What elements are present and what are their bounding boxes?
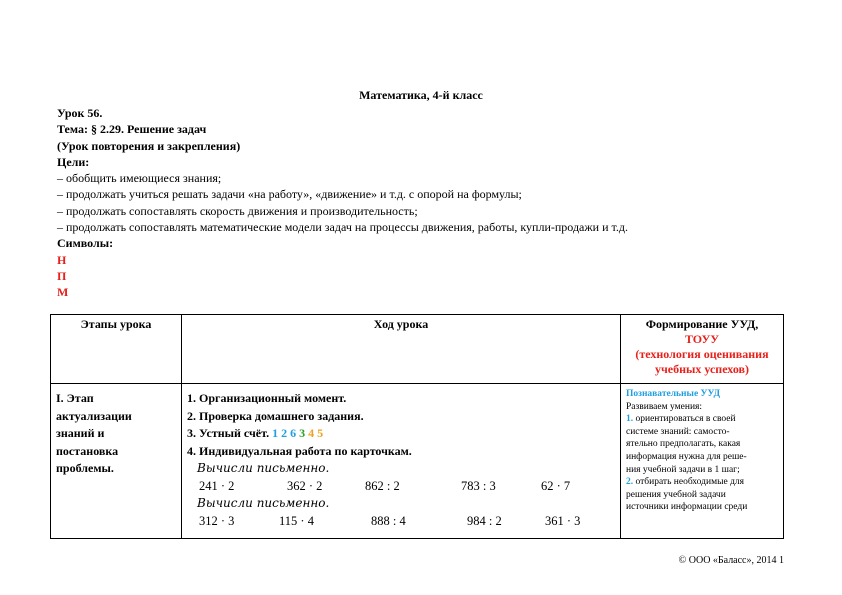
- slide-number: 3: [299, 426, 306, 440]
- expression: 115 · 4: [279, 513, 314, 528]
- course-item: 4. Индивидуальная работа по карточкам.: [187, 443, 412, 458]
- uud-text: источники информации среди: [626, 502, 748, 513]
- stage-line: постановка: [56, 443, 119, 458]
- goals-label: Цели:: [57, 154, 90, 169]
- stage-line: проблемы.: [56, 461, 114, 475]
- goal-item: – продолжать учиться решать задачи «на работу», «движение» и т.д. с опорой на формулы;: [57, 187, 522, 202]
- expression: 62 · 7: [541, 478, 571, 493]
- course-item: 2. Проверка домашнего задания.: [187, 408, 364, 423]
- expression-row: [199, 478, 615, 496]
- stage-line: знаний и: [56, 426, 105, 440]
- lesson-table: [50, 314, 784, 539]
- header-stages: Этапы урока: [51, 315, 182, 384]
- uud-point-number: 1.: [626, 414, 634, 425]
- uud-text: информация нужна для реше-: [626, 451, 747, 462]
- symbols-label: Символы:: [57, 236, 114, 251]
- uud-title: Познавательные УУД: [626, 389, 721, 399]
- page-title: Математика, 4-й класс: [359, 88, 483, 102]
- expression-row: [199, 513, 615, 531]
- slide-number: 1: [272, 426, 279, 440]
- page-footer: © ООО «Баласс», 2014 1: [678, 555, 784, 566]
- header-uud-line: ТОУУ: [684, 332, 720, 346]
- lesson-header: [57, 105, 797, 301]
- expression: 783 : 3: [461, 478, 496, 493]
- expression: 241 · 2: [199, 478, 235, 493]
- uud-text: ориентироваться в своей: [633, 414, 736, 425]
- stage-line: I. Этап: [56, 391, 94, 405]
- course-item: 1. Организационный момент.: [187, 391, 347, 405]
- uud-intro: Развиваем умения:: [626, 401, 703, 412]
- uud-text: системе знаний: самосто-: [626, 426, 730, 437]
- expression: 362 · 2: [287, 478, 323, 493]
- goal-item: – продолжать сопоставлять математические модели задач на процессы движения, работы, купли-продажи и т.д.: [57, 220, 628, 235]
- lesson-type: (Урок повторения и закрепления): [57, 138, 241, 153]
- goal-item: – обобщить имеющиеся знания;: [57, 171, 222, 186]
- task-label: Вычисли письменно.: [197, 461, 330, 475]
- uud-cell: [621, 384, 784, 539]
- uud-text: отбирать необходимые для: [633, 477, 745, 488]
- uud-point: [626, 476, 778, 489]
- header-uud: [621, 315, 784, 384]
- uud-text: ния учебной задачи в 1 шаг;: [626, 464, 740, 475]
- symbol-item: Н: [57, 252, 67, 267]
- course-item: [187, 425, 615, 443]
- lesson-topic: Тема: § 2.29. Решение задач: [57, 122, 207, 137]
- lesson-number: Урок 56.: [57, 106, 103, 120]
- header-course: Ход урока: [182, 315, 621, 384]
- symbol-item: М: [57, 285, 69, 300]
- symbol-item: П: [57, 268, 67, 283]
- slide-number: 4: [308, 426, 315, 440]
- expression: 984 : 2: [467, 513, 502, 528]
- course-item-label: 3. Устный счёт.: [187, 426, 270, 440]
- slide-number: 5: [317, 426, 324, 440]
- header-uud-line: (технология оценивания: [635, 347, 769, 361]
- task-label: Вычисли письменно.: [197, 496, 330, 510]
- stage-cell: [51, 384, 182, 539]
- uud-text: ятельно предполагать, какая: [626, 439, 741, 450]
- uud-point: [626, 413, 778, 426]
- course-cell: [182, 384, 621, 539]
- expression: 312 · 3: [199, 513, 235, 528]
- header-uud-line: Формирование УУД,: [645, 317, 759, 331]
- slide-number: 6: [290, 426, 297, 440]
- stage-line: актуализации: [56, 408, 132, 423]
- slide-number: 2: [281, 426, 288, 440]
- header-uud-line: учебных успехов): [654, 362, 750, 376]
- uud-point-number: 2.: [626, 477, 634, 488]
- expression: 888 : 4: [371, 513, 406, 528]
- table-row: [51, 384, 784, 539]
- expression: 361 · 3: [545, 513, 581, 528]
- expression: 862 : 2: [365, 478, 400, 493]
- uud-text: решения учебной задачи: [626, 489, 726, 500]
- goal-item: – продолжать сопоставлять скорость движения и производительность;: [57, 203, 418, 218]
- table-header-row: [51, 315, 784, 384]
